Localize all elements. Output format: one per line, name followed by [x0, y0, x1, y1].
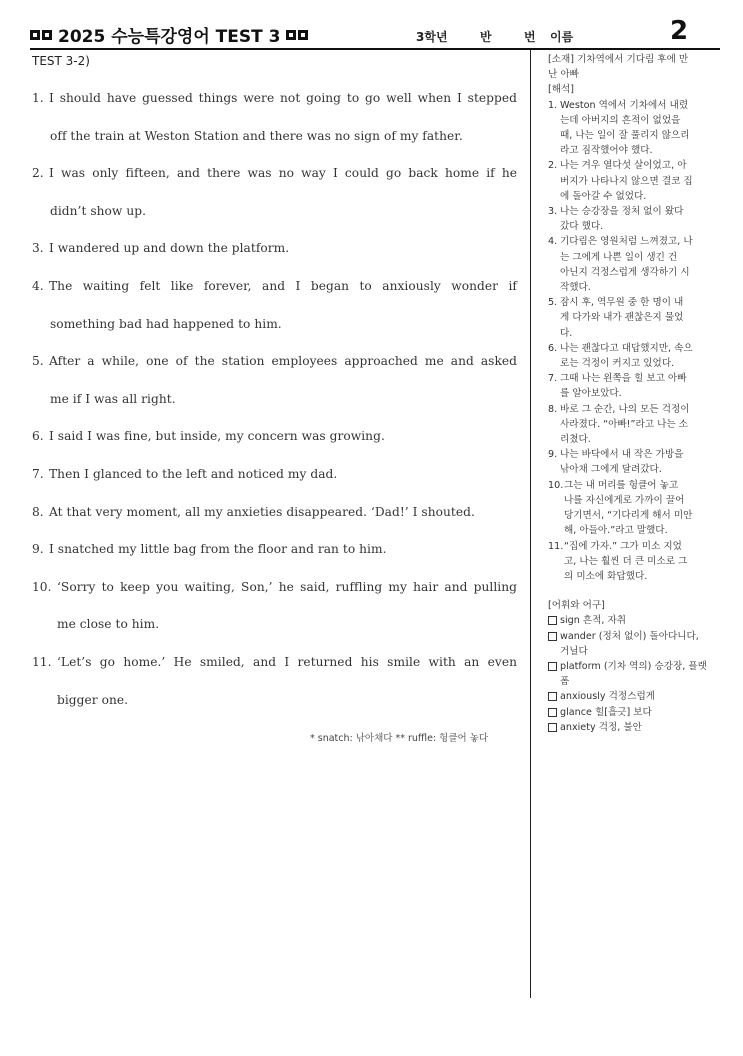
- translation-text: [560, 295, 718, 341]
- vocab-item: [548, 659, 718, 689]
- translation-text: [560, 402, 718, 448]
- translation-number: 6.: [548, 342, 558, 354]
- translation-column: [548, 52, 718, 735]
- sentence-line: I wandered up and down the platform.: [49, 241, 290, 256]
- vocab-item: [548, 720, 718, 735]
- sentence-line: I should have guessed things were not going to go well when I stepped: [49, 91, 517, 105]
- sentence-line: I was only fifteen, and there was no way I could go back home if he: [49, 166, 517, 181]
- sentence-number: 11.: [32, 655, 52, 669]
- translation-line: 라고 짐작했어야 했다.: [560, 145, 653, 157]
- checkbox-icon: [548, 708, 557, 717]
- translation-number: 9.: [548, 449, 558, 461]
- vocab-line: anxiously 걱정스럽게: [560, 691, 655, 703]
- vocab-text: [560, 629, 699, 659]
- translation-text: [560, 341, 718, 371]
- vocab-item: [548, 629, 718, 659]
- translation-number: 5.: [548, 297, 558, 309]
- translation-item: [548, 341, 718, 371]
- translation-text: [560, 371, 718, 401]
- translation-line: 로는 걱정이 커지고 있었다.: [560, 358, 675, 370]
- translation-text: [560, 234, 718, 295]
- translation-line: 고, 나는 훨씬 더 큰 미소로 그: [564, 555, 688, 567]
- checkbox-icon: [548, 632, 557, 641]
- translation-item: [548, 234, 718, 295]
- translation-line: 해, 아들아.”라고 말했다.: [564, 525, 668, 537]
- translation-number: 10.: [548, 479, 564, 491]
- translation-line: 나는 괜찮다고 대답했지만, 속으: [560, 342, 693, 354]
- translation-line: 사라졌다. “아빠!”라고 나는 소: [560, 418, 688, 430]
- sentence-line: off the train at Weston Station and there was no sign of my father.: [50, 128, 463, 143]
- sentence-number: 10.: [32, 579, 52, 594]
- translation-line: 당기면서, “기다리게 해서 미안: [564, 510, 693, 522]
- vocab-text: [560, 689, 655, 704]
- page-number: 2: [670, 16, 689, 46]
- vocab-line: wander (정처 없이) 돌아다니다,: [560, 630, 699, 642]
- translation-line: 나를 자신에게로 가까이 끌어: [564, 494, 685, 506]
- translation-line: 낚아채 그에게 달려갔다.: [560, 464, 662, 476]
- translation-line: 때, 나는 일이 잘 풀리지 않으리: [560, 130, 690, 142]
- sentence-line: me close to him.: [57, 617, 160, 632]
- number-label: 번: [524, 30, 536, 44]
- translation-line: 나는 바닥에서 내 작은 가방을: [560, 449, 684, 461]
- translation-item: [548, 204, 718, 234]
- vocab-item: [548, 689, 718, 704]
- sentence-number: 4.: [32, 279, 44, 293]
- checkbox-icon: [548, 616, 557, 625]
- translation-item: [548, 402, 718, 448]
- sentence-line: I said I was fine, but inside, my concern was growing.: [49, 429, 385, 444]
- translation-number: 1.: [548, 99, 558, 111]
- translation-line: 그때 나는 왼쪽을 힐 보고 아빠: [560, 373, 687, 385]
- topic-line: 난 아빠: [548, 69, 579, 81]
- worksheet-header: [30, 16, 720, 50]
- sentence-number: 6.: [32, 429, 44, 444]
- sentence-line: Then I glanced to the left and noticed my dad.: [49, 467, 338, 481]
- vocab-line: sign 흔적, 자취: [560, 615, 627, 627]
- square-bullet-icon: [30, 30, 52, 40]
- sentence-line: At that very moment, all my anxieties disappeared. ‘Dad!’ I shouted.: [49, 504, 475, 519]
- sentence-line: didn’t show up.: [50, 203, 147, 218]
- translation-line: 의 미소에 화답했다.: [564, 570, 648, 582]
- translation-line: 버지가 나타나지 않으면 결코 집: [560, 175, 693, 187]
- translation-item: [548, 539, 718, 585]
- translation-line: 갔다 했다.: [560, 221, 604, 233]
- translation-line: “집에 가자.” 그가 미소 지었: [564, 540, 682, 552]
- title-text: 2025 수능특강영어 TEST 3: [58, 27, 281, 47]
- translation-line: 바로 그 순간, 나의 모든 걱정이: [560, 403, 690, 415]
- checkbox-icon: [548, 723, 557, 732]
- vocab-line: glance 힐[흘긋] 보다: [560, 706, 652, 718]
- vocab-label: [어휘와 어구]: [548, 600, 605, 612]
- vocab-item: [548, 613, 718, 628]
- translation-line: 게 다가와 내가 괜찮은지 물었: [560, 312, 684, 324]
- translation-text: [564, 539, 718, 585]
- vocab-line: 폼: [560, 676, 570, 688]
- worksheet-title: [30, 22, 308, 47]
- sentence-number: 9.: [32, 542, 44, 557]
- vocab-line: anxiety 걱정, 불안: [560, 721, 642, 733]
- interpretation-label: [해석]: [548, 84, 575, 96]
- topic-line: [소재] 기차역에서 기다림 후에 만: [548, 54, 689, 65]
- translation-line: 는 그에게 나쁜 일이 생긴 건: [560, 251, 678, 263]
- vocab-item: [548, 705, 718, 720]
- sentence-line: I snatched my little bag from the floor and ran to him.: [49, 542, 387, 557]
- translation-line: 다.: [560, 327, 573, 339]
- sentence-number: 7.: [32, 467, 44, 481]
- translation-item: [548, 371, 718, 401]
- translation-item: [548, 158, 718, 204]
- translation-item: [548, 447, 718, 477]
- translation-number: 2.: [548, 160, 558, 172]
- vocab-text: [560, 659, 707, 689]
- header-divider: [30, 48, 720, 50]
- translation-text: [560, 98, 718, 159]
- sentence-line: The waiting felt like forever, and I began to anxiously wonder if: [49, 279, 517, 293]
- translation-line: 리쳤다.: [560, 434, 591, 446]
- test-label: TEST 3-2): [32, 54, 90, 68]
- checkbox-icon: [548, 662, 557, 671]
- translation-text: [564, 478, 718, 539]
- translation-line: 잠시 후, 역무원 중 한 명이 내: [560, 297, 684, 309]
- translation-line: 를 알아보았다.: [560, 388, 622, 400]
- translation-line: 나는 겨우 열다섯 살이었고, 아: [560, 160, 687, 172]
- vocab-list: [548, 613, 718, 735]
- sentence-line: ‘Let’s go home.’ He smiled, and I returned his smile with an even: [57, 655, 517, 669]
- translation-item: [548, 478, 718, 539]
- translation-line: 는데 아버지의 흔적이 없었을: [560, 114, 681, 126]
- checkbox-icon: [548, 692, 557, 701]
- translation-number: 3.: [548, 206, 558, 218]
- vocab-text: [560, 720, 642, 735]
- translation-number: 8.: [548, 403, 558, 415]
- translation-line: 나는 승강장을 정처 없이 왔다: [560, 206, 684, 218]
- sentence-number: 2.: [32, 166, 44, 181]
- passage-column: [32, 54, 517, 68]
- translation-number: 4.: [548, 236, 558, 248]
- vocab-text: [560, 705, 652, 720]
- sentence-number: 5.: [32, 354, 44, 369]
- translation-line: 작했다.: [560, 282, 591, 294]
- translation-line: 기다림은 영원처럼 느껴졌고, 나: [560, 236, 693, 248]
- translation-list: [548, 98, 718, 585]
- vocab-line: 거닐다: [560, 645, 588, 657]
- translation-number: 7.: [548, 373, 558, 385]
- sentence-line: bigger one.: [57, 692, 129, 707]
- vocab-section: [548, 598, 718, 735]
- translation-line: Weston 역에서 기차에서 내렸: [560, 99, 689, 111]
- translation-item: [548, 98, 718, 159]
- translation-line: 그는 내 머리를 헝클어 놓고: [564, 479, 679, 491]
- translation-text: [560, 158, 718, 204]
- translation-text: [560, 447, 718, 477]
- column-divider: [530, 50, 531, 998]
- sentence-number: 3.: [32, 241, 44, 256]
- footnote: * snatch: 낚아채다 ** ruffle: 헝클어 놓다: [310, 733, 489, 744]
- translation-line: 아닌지 걱정스럽게 생각하기 시: [560, 266, 690, 278]
- sentence-line: something bad had happened to him.: [50, 316, 282, 331]
- translation-line: 에 돌아갈 수 없었다.: [560, 190, 647, 202]
- translation-item: [548, 295, 718, 341]
- grade-label: 3학년: [416, 30, 448, 44]
- class-label: 반: [480, 30, 492, 44]
- square-bullet-icon: [286, 30, 308, 40]
- vocab-line: platform (기차 역의) 승강장, 플랫: [560, 660, 707, 672]
- name-label: 이름: [550, 30, 574, 44]
- sentence-number: 8.: [32, 504, 44, 519]
- sentence-number: 1.: [32, 91, 44, 105]
- translation-number: 11.: [548, 540, 564, 552]
- sentence-line: After a while, one of the station employees approached me and asked: [49, 354, 517, 369]
- topic: [548, 52, 718, 82]
- sentence-line: ‘Sorry to keep you waiting, Son,’ he said, ruffling my hair and pulling: [57, 579, 517, 594]
- vocab-text: [560, 613, 626, 628]
- translation-text: [560, 204, 718, 234]
- sentence-line: me if I was all right.: [50, 391, 176, 406]
